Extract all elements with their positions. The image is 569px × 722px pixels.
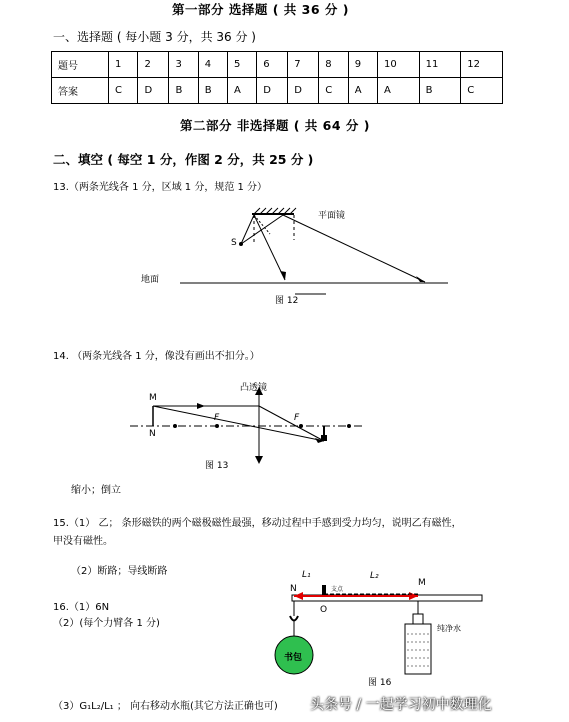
q16-line1: 16.（1）6N xyxy=(53,602,110,613)
ray xyxy=(259,406,324,441)
table-cell: C xyxy=(108,78,138,104)
answer-table xyxy=(51,51,503,104)
table-cell: 2 xyxy=(138,52,169,78)
arrowhead xyxy=(197,403,205,409)
lens-arrow xyxy=(255,456,263,464)
m-label: M xyxy=(418,578,426,588)
table-cell: 11 xyxy=(419,52,461,78)
q15-line2: 甲没有磁性。 xyxy=(53,536,113,547)
l1-label: L₁ xyxy=(302,570,311,580)
part2-title: 第二部分 非选择题 ( 共 64 分 ) xyxy=(180,118,370,133)
arrowhead xyxy=(280,271,286,280)
table-cell: 7 xyxy=(288,52,319,78)
table-cell: C xyxy=(461,78,503,104)
table-cell: C xyxy=(319,78,349,104)
watermark: 头条号 / 一起学习初中数理化 xyxy=(310,697,492,713)
table-cell: B xyxy=(419,78,461,104)
water-bottle xyxy=(405,624,431,674)
table-cell: 3 xyxy=(169,52,198,78)
mirror-label: 平面镜 xyxy=(318,211,346,221)
table-cell: D xyxy=(288,78,319,104)
source-label: S xyxy=(231,238,237,248)
arrowhead xyxy=(416,276,425,282)
bottle-cap xyxy=(413,614,423,624)
table-cell: A xyxy=(348,78,377,104)
table-cell: B xyxy=(198,78,227,104)
q15-line1: 15.（1） 乙； 条形磁铁的两个磁极磁性最强，移动过程中手感到受力均匀，说明乙有磁性， xyxy=(53,518,462,529)
figure-12 xyxy=(130,198,460,308)
q15-line3: （2）断路；导线断路 xyxy=(71,566,168,577)
q14-text: 14. （两条光线各 1 分，像没有画出不扣分。） xyxy=(53,351,260,362)
table-cell: 6 xyxy=(257,52,288,78)
lens-label: 凸透镜 xyxy=(240,383,268,393)
table-cell: D xyxy=(257,78,288,104)
table-cell: 4 xyxy=(198,52,227,78)
section1-title: 一、选择题 ( 每小题 3 分，共 36 分 ) xyxy=(53,30,256,44)
table-cell: B xyxy=(169,78,198,104)
ray xyxy=(153,406,324,441)
table-cell: A xyxy=(228,78,257,104)
figure-13 xyxy=(125,385,375,465)
image-head xyxy=(321,435,327,441)
figure-13-caption: 图 13 xyxy=(205,461,229,471)
figure-12-caption: 图 12 xyxy=(275,296,299,306)
figure-16-caption: 图 16 xyxy=(368,678,392,688)
n-label: N xyxy=(290,584,297,594)
table-cell: D xyxy=(138,78,169,104)
fulcrum-label: 支点 xyxy=(331,586,344,593)
table-cell: 10 xyxy=(377,52,419,78)
object-bottom-label: N xyxy=(149,429,156,439)
table-row xyxy=(52,52,503,78)
row-label: 题号 xyxy=(52,52,109,78)
object-top-label: M xyxy=(149,393,157,403)
focus-point xyxy=(173,424,177,428)
q13-text: 13.（两条光线各 1 分，区域 1 分，规范 1 分） xyxy=(53,182,268,193)
section2-title: 二、填空 ( 每空 1 分，作图 2 分，共 25 分 ) xyxy=(53,152,314,167)
water-label: 纯净水 xyxy=(437,624,461,633)
o-label: O xyxy=(320,605,328,615)
book-label: 书包 xyxy=(284,653,303,663)
part1-title: 第一部分 选择题 ( 共 36 分 ) xyxy=(172,2,349,17)
l2-label: L₂ xyxy=(370,571,379,581)
table-cell: 5 xyxy=(228,52,257,78)
table-cell: 1 xyxy=(108,52,138,78)
focus-point xyxy=(215,424,219,428)
table-cell: A xyxy=(377,78,419,104)
reflected-ray xyxy=(283,215,425,282)
q16-line3: （3）G₁L₂/L₁ ； 向右移动水瓶(其它方法正确也可) xyxy=(53,701,278,712)
table-row xyxy=(52,78,503,104)
table-cell: 12 xyxy=(461,52,503,78)
focus-point xyxy=(347,424,351,428)
q16-line2: （2）(每个力臂各 1 分) xyxy=(53,618,160,629)
focus-label-right: F xyxy=(294,413,300,423)
table-cell: 8 xyxy=(319,52,349,78)
table-cell: 9 xyxy=(348,52,377,78)
focus-label-left: F xyxy=(214,413,220,423)
hook xyxy=(290,616,298,621)
q14-answer: 缩小；倒立 xyxy=(71,485,121,496)
row-label: 答案 xyxy=(52,78,109,104)
ground-label: 地面 xyxy=(141,275,160,285)
